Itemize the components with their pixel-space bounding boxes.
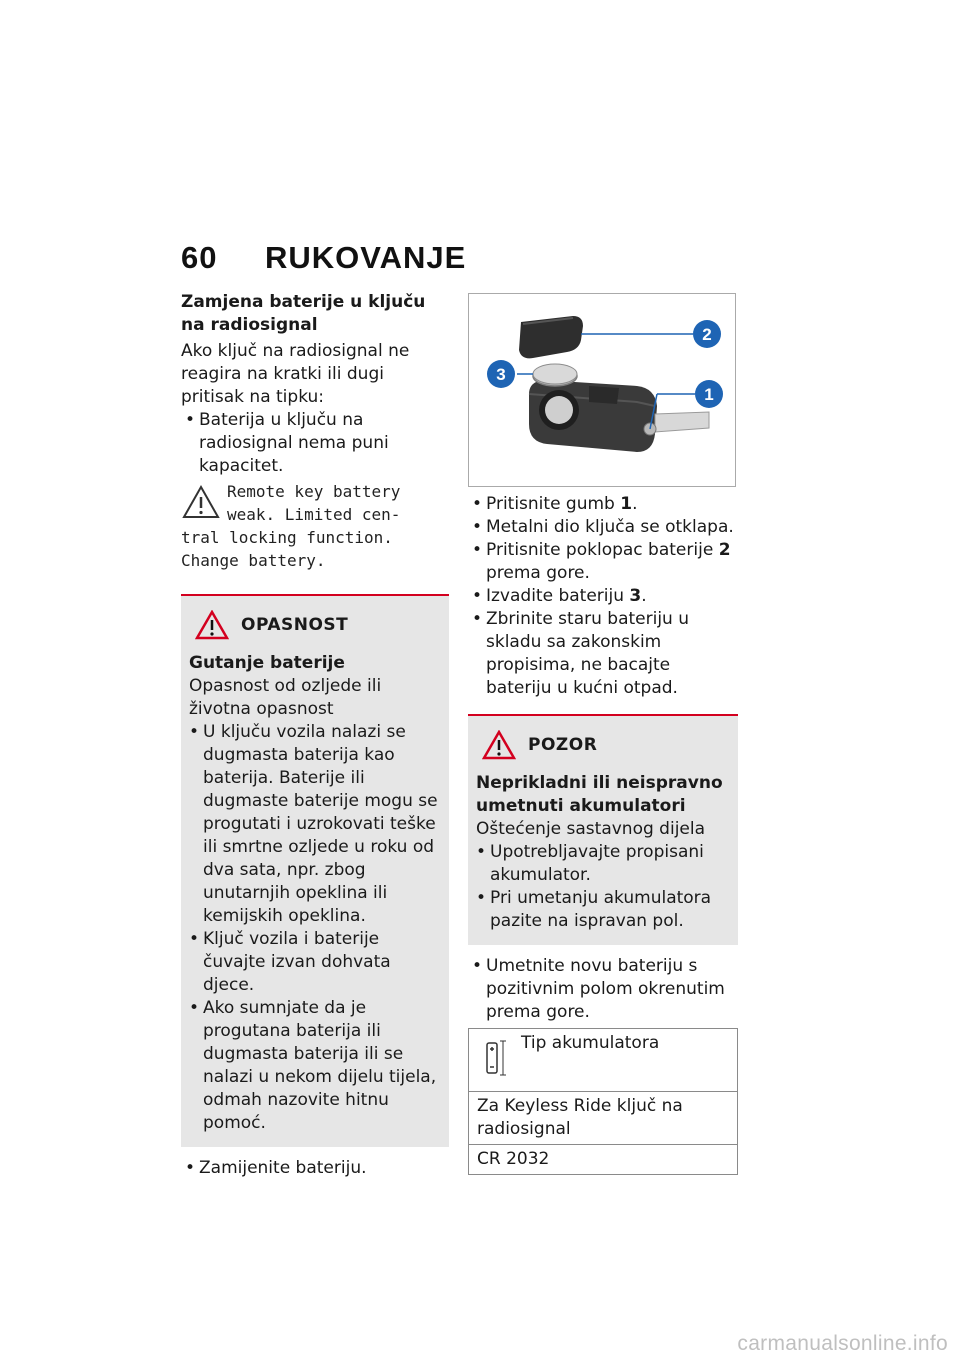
table-header-row (469, 1029, 737, 1091)
danger-subtitle: Gutanje baterije (189, 653, 345, 673)
list-item-text: Ključ vozila i baterije čuvajte izvan dohvata djece. (203, 929, 391, 995)
list-item (189, 997, 441, 1135)
right-column (468, 293, 738, 1175)
caution-subtitle: Neprikladni ili neispravno umetnuti akumulatori (476, 773, 723, 816)
step-text: Izvadite bateriju (486, 586, 630, 606)
list-item (468, 585, 738, 608)
label-3: 3 (496, 365, 506, 384)
message-line: weak. Limited cen- (227, 505, 401, 524)
key-battery-figure (468, 293, 736, 487)
caution-title: POZOR (528, 734, 598, 755)
list-item-text: Upotrebljavajte propisani akumulator. (490, 842, 704, 885)
list-item (468, 493, 738, 516)
table-row: CR 2032 (469, 1144, 737, 1174)
steps-list (468, 493, 738, 700)
danger-description: Opasnost od ozljede ili životna opasnost (189, 676, 382, 719)
table-header-label: Tip akumulatora (521, 1033, 660, 1053)
list-item (468, 608, 738, 700)
message-line: Remote key battery (227, 482, 401, 501)
display-message (181, 480, 449, 572)
intro-text: Ako ključ na radiosignal ne reagira na kratki ili dugi pritisak na tipku: (181, 341, 410, 407)
caution-box (468, 714, 738, 945)
section-heading: Zamjena baterije u ključu na radiosignal (181, 292, 426, 335)
danger-box (181, 594, 449, 1147)
list-item-text: U ključu vozila nalazi se dugmasta baterija kao baterija. Baterije ili dugmaste baterije mogu se progutati i uzrokovati teške ili smrtne ozljede u roku od dva sata, npr. zbog unutarnjih opeklina ili kemijskih opeklina. (203, 722, 438, 926)
step-text: Pritisnite poklopac baterije (486, 540, 719, 560)
list-item (181, 1157, 449, 1180)
list-item (189, 721, 441, 928)
step-tail: prema gore. (486, 563, 590, 583)
message-line: Change battery. (181, 551, 326, 570)
label-2: 2 (702, 325, 712, 344)
table-row: Za Keyless Ride ključ na radiosignal (469, 1091, 737, 1144)
message-line: tral locking function. (181, 528, 393, 547)
key-illustration (469, 294, 735, 486)
step-tail: . (632, 494, 638, 514)
list-item (476, 841, 730, 887)
list-item (189, 928, 441, 997)
list-item (468, 955, 738, 1024)
list-item (476, 887, 730, 933)
list-item-text: Ako sumnjate da je progutana baterija ili dugmasta baterija ili se nalazi u nekom dijelu tijela, odmah nazovite hitnu pomoć. (203, 998, 437, 1133)
danger-title: OPASNOST (241, 614, 349, 635)
page-header (181, 240, 466, 276)
step-ref: 1 (620, 494, 633, 514)
caution-triangle-icon (482, 730, 516, 760)
step-text: Zbrinite staru bateriju u skladu sa zakonskim propisima, ne bacajte bateriju u kućni otpad. (486, 609, 690, 698)
danger-header (195, 610, 441, 640)
step-ref: 2 (718, 540, 731, 560)
step-text: Pritisnite gumb (486, 494, 621, 514)
step-text: Metalni dio ključa se otklapa. (486, 517, 734, 537)
step-tail: . (641, 586, 647, 606)
caution-description: Oštećenje sastavnog dijela (476, 819, 706, 839)
label-1: 1 (704, 385, 714, 404)
left-column (181, 291, 449, 1180)
warning-triangle-icon (181, 484, 221, 520)
battery-type-table (468, 1028, 738, 1175)
watermark: carmanualsonline.info (737, 1332, 948, 1355)
list-item-text: Baterija u ključu na radiosignal nema puni kapacitet. (199, 410, 389, 476)
chapter-title: RUKOVANJE (265, 240, 467, 275)
danger-triangle-icon (195, 610, 229, 640)
list-item-text: Zamijenite bateriju. (199, 1158, 367, 1178)
page-number: 60 (181, 240, 218, 275)
battery-spec-icon (479, 1035, 509, 1079)
list-item (468, 539, 738, 585)
step-ref: 3 (629, 586, 642, 606)
list-item-text: Umetnite novu bateriju s pozitivnim polom okrenutim prema gore. (486, 956, 725, 1022)
list-item (468, 516, 738, 539)
list-item (181, 409, 449, 478)
caution-header (482, 730, 730, 760)
list-item-text: Pri umetanju akumulatora pazite na ispravan pol. (490, 888, 712, 931)
